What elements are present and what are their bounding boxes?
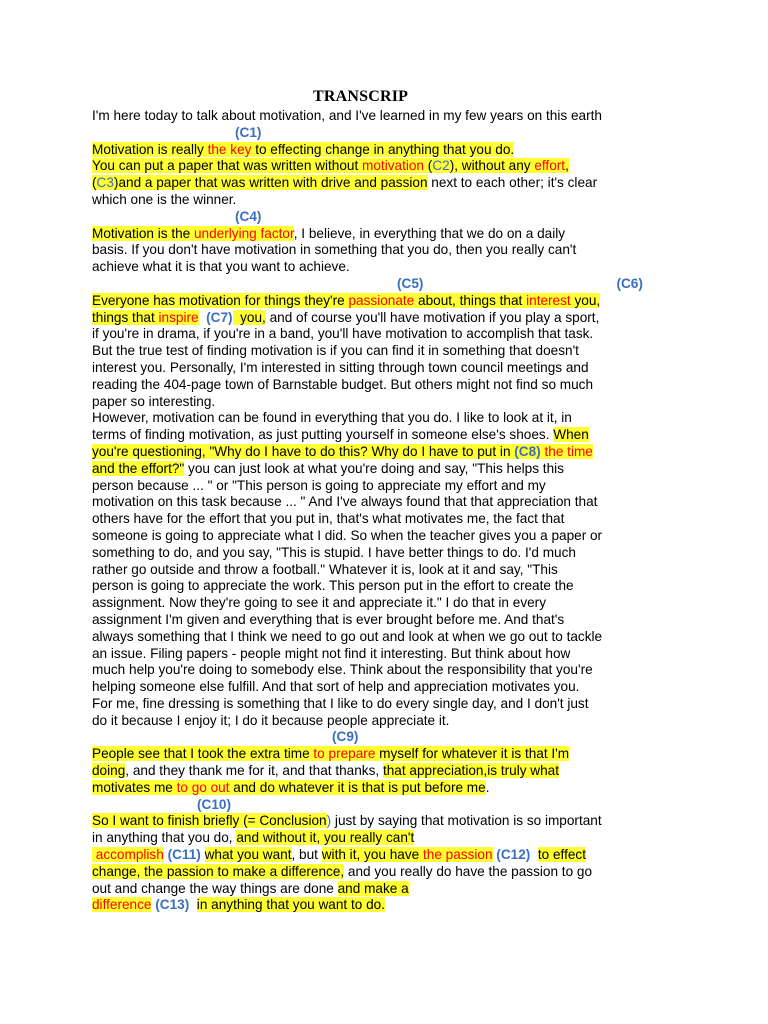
text-run: (	[92, 175, 97, 191]
transcript-line	[92, 780, 682, 797]
text-run: always something that I think we need to go out and look at when we go out to tackle	[92, 628, 603, 644]
transcript-line	[92, 410, 682, 427]
text-run: I'm here today to talk about motivation, and I've learned in my few years on this earth	[92, 108, 602, 123]
text-run: , but	[291, 847, 322, 863]
cue-marker: (C13)	[151, 897, 190, 913]
text-run: rather go outside and throw a football." Whatever it is, look at it and say, "This	[92, 561, 558, 577]
cue-marker: (C11)	[167, 847, 201, 863]
text-run: You can put a paper that was written without	[92, 158, 363, 174]
text-run: you're questioning, "Why do I have to do this? Why do I have to put in	[92, 443, 515, 459]
text-run: But the true test of finding motivation is if you can find it in something that doesn't	[92, 343, 579, 359]
text-run	[189, 897, 197, 912]
text-run: accomplish	[95, 847, 164, 863]
transcript-line	[92, 847, 682, 864]
text-run: the passion	[422, 847, 493, 863]
transcript-line	[92, 729, 682, 746]
text-run: the time	[544, 443, 593, 459]
text-run: paper so interesting.	[92, 393, 216, 409]
text-run: an issue. Filing papers - people might not find it interesting. But think about how	[92, 645, 571, 661]
text-run: doing	[92, 763, 126, 779]
text-run: about, things that	[414, 292, 527, 308]
text-run: to go out	[176, 779, 230, 795]
text-run: assignment I'm given and everything that is ever brought before me. And that's	[92, 611, 565, 627]
text-run: and make a	[337, 880, 409, 896]
transcript-line	[92, 478, 682, 495]
transcript-line	[92, 662, 682, 679]
text-run: Motivation is the	[92, 225, 194, 241]
transcript-line	[92, 881, 682, 898]
transcript-line	[92, 545, 682, 562]
text-run: the key	[207, 141, 252, 157]
text-run: For me, fine dressing is something that I like to do every single day, and I don't just	[92, 695, 589, 711]
transcript-line	[92, 427, 682, 444]
text-run: assignment. Now they're going to see it and appreciate it." I do that in every	[92, 595, 547, 611]
transcript-line	[92, 746, 682, 763]
text-run: passionate	[348, 292, 415, 308]
transcript-line	[92, 612, 682, 629]
text-run: basis. If you don't have motivation in something that you do, then you really can't	[92, 242, 577, 258]
transcript-line	[92, 142, 682, 159]
text-run: and without it, you really can't	[236, 830, 415, 846]
text-run: interest you. Personally, I'm interested in sitting through town council meetings and	[92, 359, 589, 375]
text-run: C3	[96, 175, 114, 191]
text-run: reading the 404-page town of Barnstable budget. But others might not find so much	[92, 376, 594, 392]
text-run: to effecting change in anything that you do.	[251, 141, 515, 157]
text-run: you can just look at what you're doing and say, "This helps this	[184, 460, 564, 476]
text-run: inspire	[158, 309, 199, 325]
text-run: others have for the effort that you put in, that's what motivates me, the fact that	[92, 511, 565, 527]
text-run: , and they thank me for it, and that thanks,	[125, 763, 383, 779]
transcript-line	[92, 310, 682, 327]
text-run: if you're in drama, if you're in a band, you'll have motivation to accomplish that task.	[92, 326, 594, 342]
text-run: )	[326, 813, 332, 829]
text-run	[541, 444, 545, 459]
text-run: helping someone else fulfill. And that sort of help and appreciation motivates you.	[92, 679, 580, 695]
text-run: out and change the way things are done	[92, 880, 338, 896]
text-run: ,	[565, 158, 569, 174]
transcript-line	[92, 763, 682, 780]
transcript-line	[92, 377, 682, 394]
transcript-line	[92, 242, 682, 259]
cue-marker: (C8)	[514, 443, 541, 459]
text-run: next to each other; it's clear	[427, 175, 598, 191]
transcript-line	[92, 713, 682, 730]
cue-marker: (C9)	[332, 729, 359, 745]
text-run: interest	[526, 292, 571, 308]
transcript-line	[92, 830, 682, 847]
text-run: effort	[534, 158, 566, 174]
text-run: terms of finding motivation, as just putting yourself in someone else's shoes.	[92, 427, 554, 443]
transcript-line	[92, 897, 682, 914]
text-run: underlying factor	[194, 225, 294, 241]
text-run: with it, you have	[321, 847, 423, 863]
cue-marker: (C6)	[616, 275, 643, 291]
transcript-line	[92, 108, 682, 125]
text-run: motivates me	[92, 779, 177, 795]
transcript-line	[92, 259, 682, 276]
transcript-line	[92, 562, 682, 579]
text-run: When	[553, 427, 589, 443]
text-run: do it because I enjoy it; I do it because people appreciate it.	[92, 712, 450, 728]
transcript-line	[92, 578, 682, 595]
cue-marker: (C5)	[397, 275, 424, 291]
cue-marker: (C1)	[235, 124, 262, 140]
text-run: myself for whatever it is that I'm	[375, 746, 570, 762]
transcript-line	[92, 293, 682, 310]
cue-marker: (C7)	[198, 309, 233, 325]
text-run: and of course you'll have motivation if you play a sport,	[265, 309, 600, 325]
transcript-line	[92, 511, 682, 528]
transcript-title: TRANSCRIP	[313, 88, 409, 105]
text-run: which one is the winner.	[92, 191, 237, 207]
transcript-line	[92, 394, 682, 411]
text-run: person is going to appreciate the work. This person put in the effort to create the	[92, 578, 574, 594]
text-run: (	[424, 158, 433, 174]
text-run: and do whatever it is that is put before me	[229, 779, 486, 795]
text-run: C2	[432, 158, 450, 174]
text-run: change, the passion to make a difference,	[92, 863, 345, 879]
text-run: someone is going to appreciate what I did. So when the teacher gives you a paper or	[92, 527, 603, 543]
transcript-line	[92, 175, 682, 192]
cue-marker: (C10)	[197, 796, 231, 812]
text-run: to prepare	[313, 746, 376, 762]
transcript-line	[92, 629, 682, 646]
transcript-line	[92, 494, 682, 511]
text-run: much help you're doing to somebody else. Think about the responsibility that you're	[92, 662, 593, 678]
transcript-line	[92, 646, 682, 663]
cue-marker: (C12)	[496, 847, 531, 863]
text-run: motivation on this task because ... " And I've always found that that appreciation that	[92, 494, 598, 510]
transcript-line	[92, 696, 682, 713]
transcript-line	[92, 360, 682, 377]
transcript-line	[92, 864, 682, 881]
transcript-line	[92, 679, 682, 696]
transcript-line	[92, 528, 682, 545]
text-run: Motivation is really	[92, 141, 208, 157]
text-run: just by saying that motivation is so important	[331, 813, 602, 829]
text-run: that appreciation,is truly what	[382, 763, 560, 779]
text-run: So I want to finish briefly (= Conclusion	[92, 813, 327, 829]
transcript-line	[92, 595, 682, 612]
text-run: in anything that you want to do.	[196, 897, 385, 913]
text-run: in anything that you do,	[92, 830, 237, 846]
transcript-line	[92, 343, 682, 360]
text-run: to effect	[537, 847, 586, 863]
text-run: what you want	[204, 847, 292, 863]
text-run: something to do, and you say, "This is stupid. I have better things to do. I'd much	[92, 544, 576, 560]
transcript-line	[92, 125, 682, 142]
transcript-line	[92, 158, 682, 175]
text-run: you,	[570, 292, 601, 308]
text-run: People see that I took the extra time	[92, 746, 314, 762]
text-run	[530, 847, 538, 862]
text-run: and you really do have the passion to go	[344, 863, 593, 879]
transcript-line	[92, 326, 682, 343]
text-run: Everyone has motivation for things they're	[92, 292, 349, 308]
transcript-line	[92, 226, 682, 243]
text-run: achieve what it is that you want to achieve.	[92, 259, 350, 275]
text-run: ), without any	[449, 158, 535, 174]
transcript-line	[92, 209, 682, 226]
text-run: person because ... " or "This person is going to appreciate my effort and my	[92, 477, 546, 493]
transcript-line	[92, 461, 682, 478]
cue-marker: (C4)	[235, 208, 262, 224]
transcript-line	[92, 813, 682, 830]
text-run: motivation	[362, 158, 424, 174]
text-run: However, motivation can be found in everything that you do. I like to look at it, in	[92, 410, 572, 426]
transcript-line	[92, 276, 682, 293]
transcript-body	[92, 108, 682, 914]
transcript-line	[92, 797, 682, 814]
text-run: .	[485, 779, 490, 795]
text-run: and the effort?"	[92, 460, 185, 476]
transcript-line	[92, 192, 682, 209]
text-run: )and a paper that was written with drive and passion	[113, 175, 428, 191]
text-run: , I believe, in everything that we do on a daily	[293, 225, 566, 241]
text-run: things that	[92, 309, 159, 325]
transcript-line	[92, 444, 682, 461]
text-run: you,	[232, 309, 266, 325]
text-run: difference	[92, 897, 152, 913]
